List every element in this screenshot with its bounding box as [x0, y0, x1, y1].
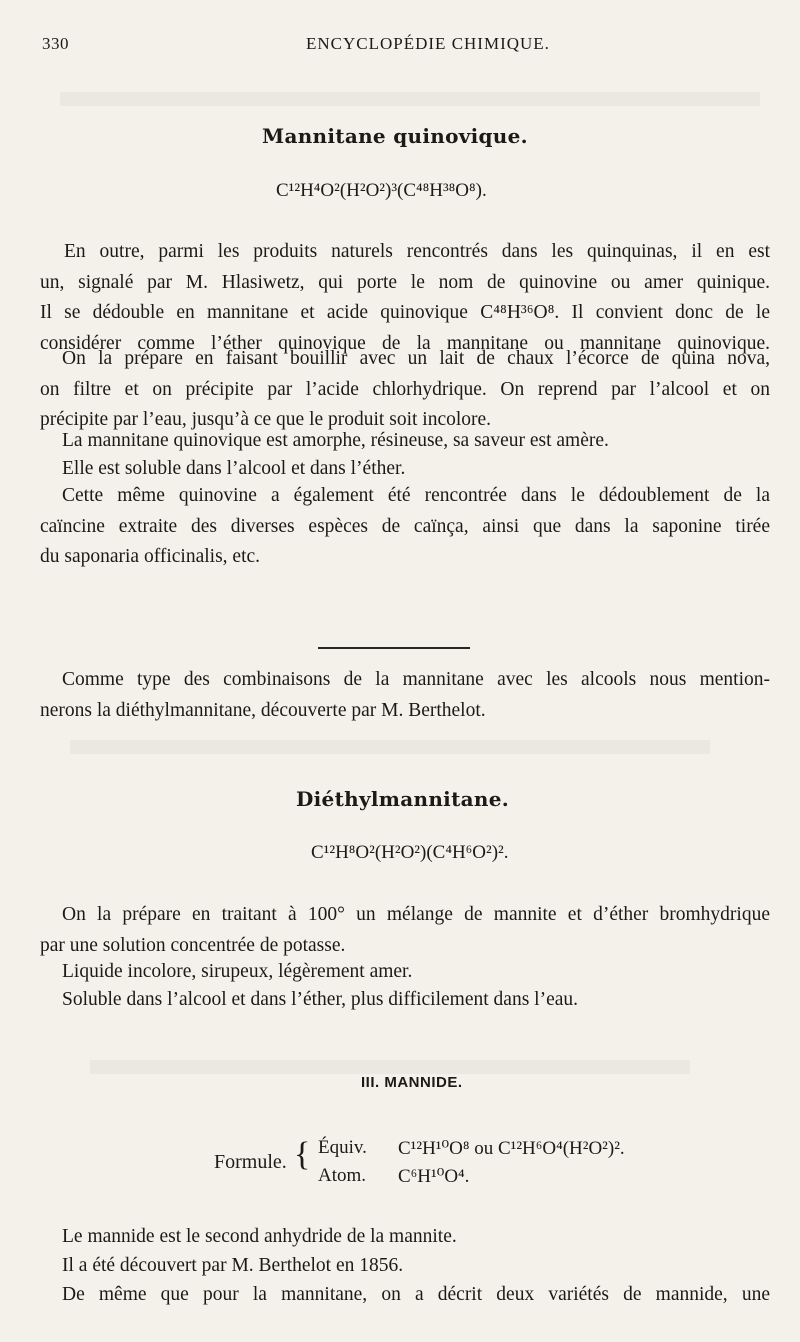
text-line: considérer comme l’éther quinovique de la mannitane ou mannitane quinovique. [40, 332, 770, 354]
text-line: La mannitane quinovique est amorphe, résineuse, sa saveur est amère. [62, 430, 609, 451]
text-line: De même que pour la mannitane, on a décrit deux variétés de mannide, une [62, 1284, 770, 1305]
paragraph-mannide-discovery [40, 1251, 770, 1282]
paragraph-diethyl-solubility [40, 985, 770, 1016]
paragraph-solubility [40, 454, 770, 485]
formula-diethylmannitane: C¹²H⁸O²(H²O²)(C⁴H⁶O²)². [311, 842, 509, 863]
section-title-mannitane-quinovique: Mannitane quinovique. [262, 124, 528, 148]
text-line: caïncine extraite des diverses espèces de caïnça, ainsi que dans la saponine tirée [40, 515, 770, 537]
section-title-mannide: III. MANNIDE. [361, 1074, 463, 1091]
paragraph-preparation [40, 344, 770, 436]
paragraph-diethyl-description [40, 957, 770, 988]
paragraph-quinovine-intro [40, 237, 770, 359]
running-title: ENCYCLOPÉDIE CHIMIQUE. [306, 34, 550, 53]
text-line: On la prépare en traitant à 100° un mélange de mannite et d’éther bromhydrique [62, 904, 770, 925]
text-line: Cette même quinovine a également été rencontrée dans le dédoublement de la [62, 485, 770, 506]
text-line: Elle est soluble dans l’alcool et dans l’éther. [62, 458, 406, 479]
text-line: précipite par l’eau, jusqu’à ce que le produit soit incolore. [40, 409, 492, 430]
formula-label: Formule. [214, 1151, 287, 1173]
text-line: Le mannide est le second anhydride de la mannite. [62, 1226, 457, 1247]
equiv-label: Équiv. [318, 1137, 367, 1158]
text-line: En outre, parmi les produits naturels rencontrés dans les quinquinas, il en est [64, 241, 770, 262]
text-line: un, signalé par M. Hlasiwetz, qui porte le nom de quinovine ou amer quinique. [40, 271, 770, 293]
paragraph-diethyl-preparation [40, 900, 770, 961]
text-line: nerons la diéthylmannitane, découverte par M. Berthelot. [40, 699, 486, 721]
text-line: par une solution concentrée de potasse. [40, 934, 346, 956]
section-divider [318, 647, 470, 649]
page-number: 330 [42, 34, 69, 53]
equiv-formula: C¹²H¹⁰O⁸ ou C¹²H⁶O⁴(H²O²)². [398, 1138, 625, 1159]
atom-formula: C⁶H¹⁰O⁴. [398, 1166, 470, 1187]
paragraph-alcohol-combinations [40, 665, 770, 726]
paragraph-caincine [40, 481, 770, 573]
atom-label: Atom. [318, 1165, 367, 1186]
text-line: du saponaria officinalis, etc. [40, 546, 261, 567]
brace-symbol: { [294, 1136, 311, 1173]
text-line: Soluble dans l’alcool et dans l’éther, plus difficilement dans l’eau. [62, 989, 579, 1010]
text-line: Comme type des combinaisons de la mannitane avec les alcools nous mention- [62, 669, 770, 690]
text-line: Il se dédouble en mannitane et acide quinovique C⁴⁸H³⁶O⁸. Il convient donc de le [40, 302, 770, 323]
formula-mannitane-quinovique: C¹²H⁴O²(H²O²)³(C⁴⁸H³⁸O⁸). [276, 180, 487, 201]
section-title-diethylmannitane: Diéthylmannitane. [296, 787, 509, 811]
paragraph-properties [40, 426, 770, 457]
text-line: On la prépare en faisant bouillir avec un lait de chaux l’écorce de quina nova, [62, 348, 770, 369]
paragraph-mannide-varieties [40, 1280, 770, 1311]
text-line: Liquide incolore, sirupeux, légèrement amer. [62, 961, 413, 982]
text-line: on filtre et on précipite par l’acide chlorhydrique. On reprend par l’alcool et on [40, 378, 770, 400]
text-line: Il a été découvert par M. Berthelot en 1856. [62, 1255, 404, 1276]
paragraph-mannide-anhydride [40, 1222, 770, 1253]
